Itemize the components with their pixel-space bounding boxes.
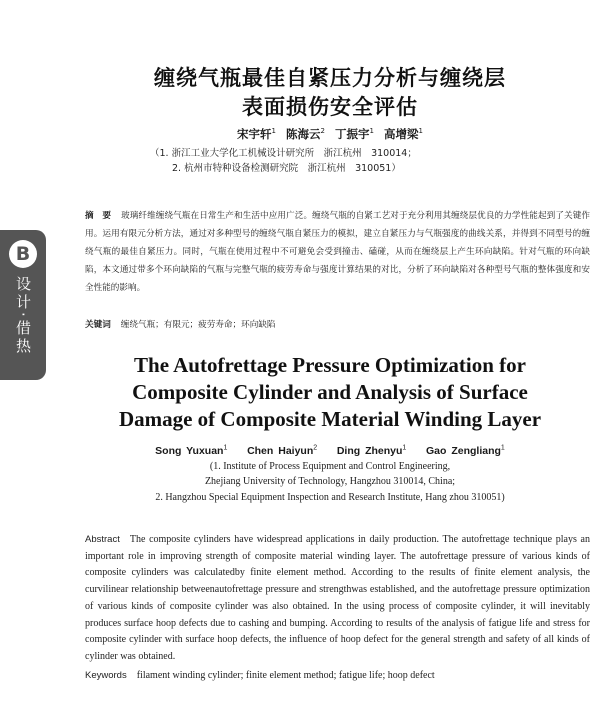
en-keywords bbox=[85, 670, 435, 681]
en-affiliation-line-2: Zhejiang University of Technology, Hangzhou 310014, China; bbox=[204, 476, 456, 487]
cn-abstract-text: 玻璃纤维缠绕气瓶在日常生产和生活中应用广泛。缠绕气瓶的自紧工艺对于充分利用其缠绕层优良的力学性能起到了关键作用。运用有限元分析方法，通过对多种型号的缠绕气瓶自紧压力的模拟，建立自紧压力与气瓶强度的曲线关系，并得到不同型号的缠绕气瓶的最佳自紧压力。同时，气瓶在使用过程中不可避免会受到撞击、磕碰，从而在缠绕层上产生环向缺陷。针对气瓶的环向缺陷，本文通过带多个环向缺陷的气瓶与完整气瓶的疲劳寿命与强度计算结果的对比，分析了环向缺陷对各种型号气瓶的整体强度和安全性能的影响。 bbox=[85, 211, 590, 293]
en-author: Song Yuxuan$^1$ bbox=[155, 444, 228, 457]
cn-abstract-label: 摘 要 bbox=[85, 211, 112, 221]
cn-author: 宋宇轩$^1$ bbox=[237, 127, 276, 141]
en-title-line-2: Composite Cylinder and Analysis of Surface bbox=[132, 380, 528, 404]
en-keywords-text: filament winding cylinder; finite element method; fatigue life; hoop defect bbox=[136, 670, 435, 681]
en-affiliation-line-3: 2. Hangzhou Special Equipment Inspection and Research Institute, Hang zhou 310051) bbox=[155, 492, 505, 503]
en-abstract-text: The composite cylinders have widespread applications in daily production. The autofrettage technique plays an important role in improving strength of composite material winding layer. The autofrettage pressure of various kinds of composite cylinders was calculatedby finite element method. According to the results of finite element analysis, the curvilinear relationship betweenautofrettage pressure and strengthwas established, and the autofrettage pressure optimization of various kinds of composite cylinder was also obtained. In the using process of composite cylinder, it will inevitably produces surface hoop defects due to cashing and bumping. According to results of the analysis of fatigue life and stress for composite cylinder with surface hoop defects, the influence of hoop defect for the general strength and safety of all kinds of cylinder was obtained. bbox=[85, 534, 590, 662]
cn-affiliation-line-1: （1. 浙江工业大学化工机械设计研究所 浙江杭州 310014； bbox=[150, 148, 417, 159]
en-keywords-label: Keywords bbox=[85, 670, 127, 681]
cn-keywords-text: 缠绕气瓶；有限元；疲劳寿命；环向缺陷 bbox=[120, 320, 276, 330]
en-title-line-3: Damage of Composite Material Winding Layer bbox=[118, 407, 542, 431]
en-author-list bbox=[60, 444, 600, 457]
cn-author-list bbox=[60, 126, 600, 142]
cn-title-line-2: 表面损伤安全评估 bbox=[242, 95, 418, 119]
en-abstract bbox=[85, 532, 590, 666]
section-letter-badge: B bbox=[9, 240, 37, 268]
en-title-line-1: The Autofrettage Pressure Optimization for bbox=[134, 353, 526, 377]
en-affiliation-line-1: (1. Institute of Process Equipment and Control Engineering, bbox=[209, 461, 451, 472]
section-side-label: 设计·借热 bbox=[14, 276, 32, 356]
cn-author: 陈海云$^2$ bbox=[286, 127, 325, 141]
en-title bbox=[60, 352, 600, 433]
cn-affiliation-line-2: 2. 杭州市特种设备检测研究院 浙江杭州 310051） bbox=[172, 163, 401, 174]
section-side-tab bbox=[0, 230, 46, 380]
cn-keywords-label: 关键词 bbox=[85, 320, 111, 330]
cn-author: 丁振宇$^1$ bbox=[335, 127, 374, 141]
en-abstract-label: Abstract bbox=[85, 534, 120, 545]
cn-title-line-1: 缠绕气瓶最佳自紧压力分析与缠绕层 bbox=[154, 66, 506, 90]
en-author: Ding Zhenyu$^1$ bbox=[336, 444, 407, 457]
cn-keywords bbox=[85, 318, 276, 330]
en-author: Chen Haiyun$^2$ bbox=[247, 444, 318, 457]
en-author: Gao Zengliang$^1$ bbox=[426, 444, 505, 457]
cn-author: 高增梁$^1$ bbox=[383, 127, 423, 141]
cn-abstract bbox=[85, 207, 590, 297]
